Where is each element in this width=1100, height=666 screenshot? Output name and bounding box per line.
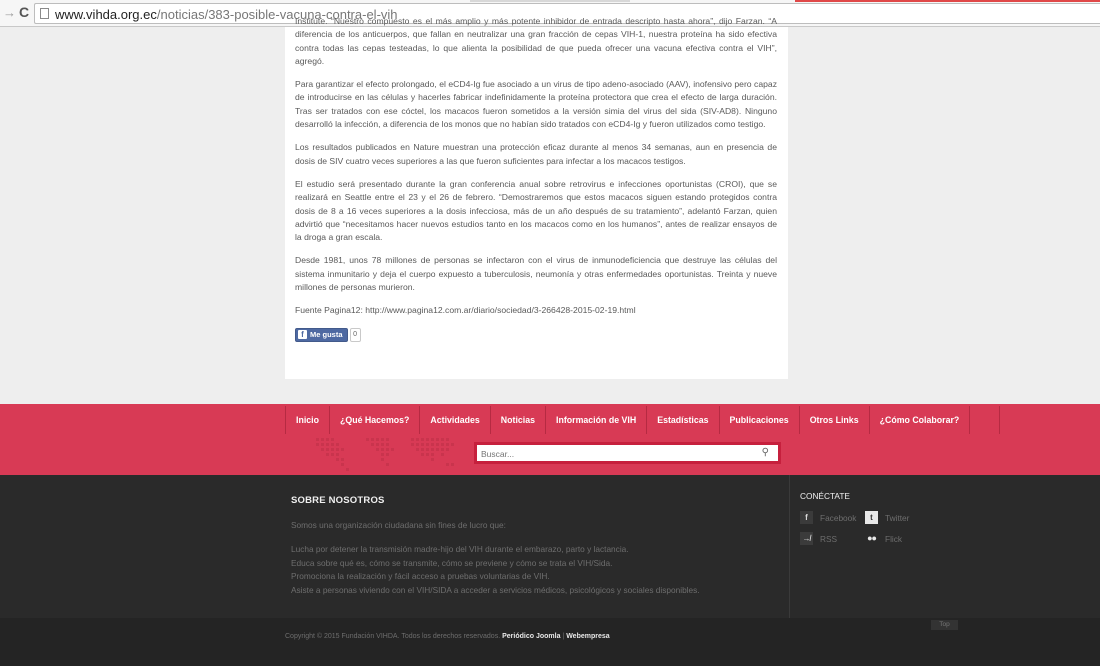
nav-item-otros-links[interactable]: Otros Links: [800, 406, 870, 434]
nav-item-actividades[interactable]: Actividades: [420, 406, 490, 434]
nav-item-noticias[interactable]: Noticias: [491, 406, 546, 434]
like-count: 0: [350, 328, 361, 342]
page-icon: [40, 8, 49, 19]
flickr-icon: ●●: [867, 533, 876, 543]
nav-item-publicaciones[interactable]: Publicaciones: [720, 406, 800, 434]
twitter-icon: t: [865, 511, 878, 524]
forward-arrow-icon[interactable]: →: [3, 5, 16, 20]
facebook-icon: f: [298, 330, 307, 339]
search-box: [474, 442, 781, 464]
facebook-like-button[interactable]: [295, 328, 348, 342]
link-separator: |: [562, 633, 565, 640]
article-body: [295, 15, 777, 342]
social-twitter[interactable]: [865, 511, 909, 524]
social-rss[interactable]: [800, 532, 837, 545]
bottom-bar: [0, 618, 1100, 666]
article-paragraph: El estudio será presentado durante la gran conferencia anual sobre retrovirus e infecciones oportunistas (CROI), que se realizará en Seattle entre el 23 y el 26 de febrero. “Demostraremos que estos macacos siguen estando protegidos contra dosis de 8 a 16 veces superiores a la dosis infecciosa, más de un año después de su tratamiento”, adelantó Farzan, quien advirtió que “necesitamos hacer nuevos estudios tanto en los macacos como en los humanos”, antes de realizar ensayos de la droga a gran escala.: [295, 178, 777, 243]
copyright-text: Copyright © 2015 Fundación VIHDA. Todos los derechos reservados.: [285, 633, 501, 640]
article-paragraph: Institute. “Nuestro compuesto es el más amplio y más potente inhibidor de entrada descripto hasta ahora”, dijo Farzan. “A diferencia de los anticuerpos, que fallan en neutralizar una gran fracción de cepas VIH-1, nuestra proteína ha sido efectiva contra todas las cepas testeadas, lo que alienta la posibilidad de que pueda ofrecer una vacuna efectiva contra el VIH”, agregó.: [295, 16, 777, 66]
rss-icon: ↛: [800, 532, 813, 545]
article-paragraph: Para garantizar el efecto prolongado, el eCD4-Ig fue asociado a un virus de tipo adeno-asociado (AAV), inofensivo pero capaz de introducirse en las células y hacerles fabricar indefinidamente la proteína protectora que crea el efecto de larga duración. Tras ser tratados con ese cóctel, los macacos fueron sometidos a la versión simia del virus del sida (SIV-AD8). Ninguno desarrolló la infección, a diferencia de los monos que no habían sido tratados con eCD4-Ig y fueron utilizados como testigo.: [295, 79, 777, 130]
connect-title: CONÉCTATE: [800, 491, 850, 501]
twitter-label: Twitter: [885, 512, 910, 523]
about-item: Promociona la realización y fácil acceso a pruebas voluntarias de VIH.: [291, 571, 550, 581]
about-item: Asiste a personas viviendo con el VIH/SIDA a acceder a servicios médicos, psicológicos y sociales disponibles.: [291, 584, 700, 595]
periodico-joomla-link[interactable]: Periódico Joomla: [502, 633, 561, 640]
webempresa-link[interactable]: Webempresa: [566, 633, 610, 640]
search-input[interactable]: [481, 446, 751, 461]
nav-band: [0, 404, 1100, 475]
article-paragraph: Desde 1981, unos 78 millones de personas se infectaron con el virus de inmunodeficiencia que destruye las células del sistema inmunitario y deja el cuerpo expuesto a tuberculosis, neumonía y otras enfermedades oportunistas. Treinta y nueve millones de personas murieron.: [295, 255, 777, 293]
nav-item-estadisticas[interactable]: Estadísticas: [647, 406, 719, 434]
nav-spacer: [970, 406, 1000, 434]
nav-item-informacion-vih[interactable]: Información de VIH: [546, 406, 647, 434]
about-intro: Somos una organización ciudadana sin fines de lucro que:: [291, 520, 506, 530]
footer: [0, 475, 1100, 618]
rss-label: RSS: [820, 533, 838, 544]
like-row: [295, 328, 777, 342]
search-icon[interactable]: ⚲: [761, 447, 769, 458]
world-map-graphic: [310, 432, 490, 475]
about-item: Lucha por detener la transmisión madre-hijo del VIH durante el embarazo, parto y lactancia.: [291, 544, 629, 554]
nav-item-inicio[interactable]: Inicio: [286, 406, 330, 434]
active-tab-edge: [795, 0, 1100, 2]
social-facebook[interactable]: [800, 511, 856, 524]
back-to-top-button[interactable]: Top: [931, 620, 958, 630]
article-card: [285, 16, 788, 379]
article-source: Fuente Pagina12: http://www.pagina12.com.ar/diario/sociedad/3-266428-2015-02-19.html: [295, 305, 636, 316]
like-label: Me gusta: [310, 330, 343, 340]
inactive-tab-edge: [470, 0, 630, 2]
article-paragraph: Los resultados publicados en Nature muestran una protección eficaz durante al menos 34 semanas, aun en presencia de dosis de SIV cuatro veces superiores a las que fueron suficientes para infectar a los macacos testigos.: [295, 142, 777, 166]
about-title: SOBRE NOSOTROS: [291, 495, 385, 506]
nav-item-que-hacemos[interactable]: ¿Qué Hacemos?: [330, 406, 420, 434]
reload-icon[interactable]: C: [19, 4, 30, 20]
about-item: Educa sobre qué es, cómo se transmite, cómo se previene y cómo se trata el VIH/Sida.: [291, 557, 613, 568]
copyright: [285, 633, 610, 640]
url-host: www.vihda.org.ec: [55, 7, 157, 22]
facebook-label: Facebook: [820, 512, 857, 523]
facebook-icon: f: [800, 511, 813, 524]
social-flickr[interactable]: [865, 532, 902, 545]
about-list: [291, 543, 700, 597]
nav-item-como-colaborar[interactable]: ¿Cómo Colaborar?: [870, 406, 971, 434]
url-path: /noticias/383-posible-vacuna-contra-el-vih: [156, 7, 398, 22]
main-nav: [285, 406, 1000, 434]
flickr-label: Flick: [885, 533, 903, 544]
footer-divider: [789, 475, 790, 618]
